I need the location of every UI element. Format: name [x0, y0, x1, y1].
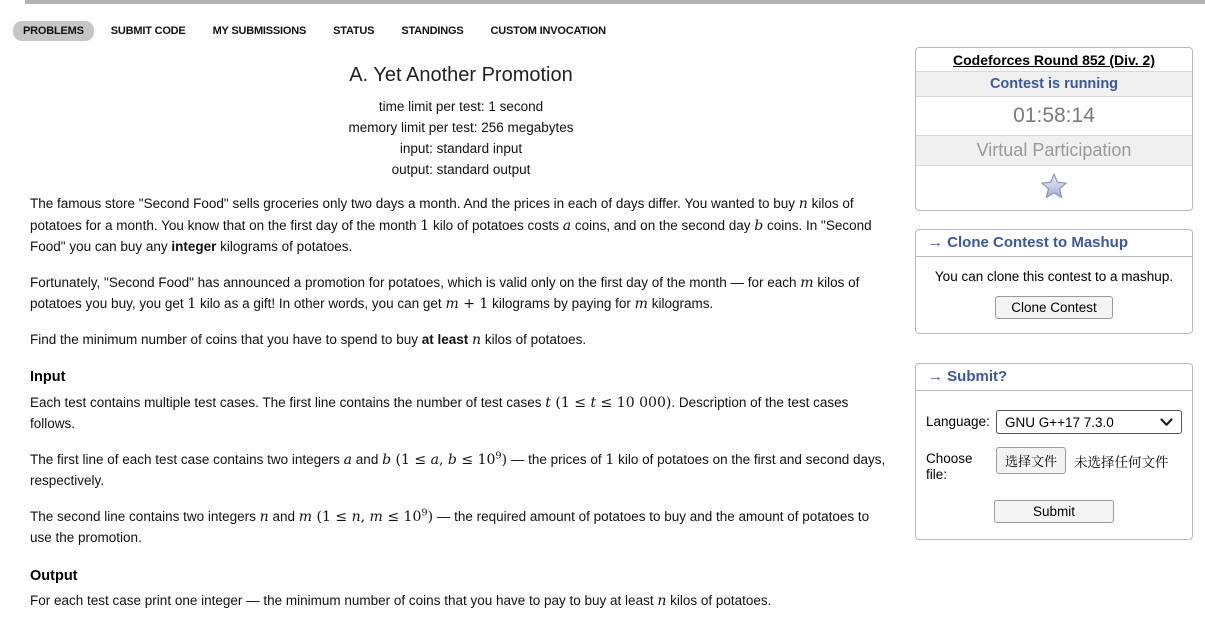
statement-paragraph: Fortunately, "Second Food" has announced a promotion for potatoes, which is valid only on the first day of the month — for each m kilos of potatoes you buy, you get 1 kilo as a gift! In other words, you can get m + 1 kilograms by paying for m kilograms.: [30, 274, 860, 312]
contest-timer-row: [916, 97, 1192, 136]
participation-mode: Virtual Participation: [976, 140, 1132, 160]
submit-box: [915, 363, 1193, 540]
output-paragraph: For each test case print one integer — the minimum number of coins that you have to pay to buy at least n kilos of potatoes.: [30, 593, 772, 609]
statement-paragraph: Find the minimum number of coins that you have to spend to buy at least n kilos of potatoes.: [30, 331, 587, 348]
tab-status[interactable]: STATUS: [333, 25, 375, 37]
file-input[interactable]: [996, 447, 1182, 474]
clone-contest-box: [915, 229, 1193, 334]
problem-statement: [30, 0, 892, 626]
file-label: Choose file:: [926, 451, 973, 482]
clone-box-header: → Clone Contest to Mashup: [916, 230, 1192, 257]
contest-countdown: 01:58:14: [1013, 104, 1095, 127]
input-paragraph: The second line contains two integers n and m (1 ≤ n, $m \le 10^9$) — the required amount of potatoes to buy and the amount of potatoes to use the promotion.: [30, 507, 870, 545]
clone-box-text: You can clone this contest to a mashup.: [934, 269, 1174, 284]
language-selected-value: GNU G++17 7.3.0: [1005, 414, 1114, 430]
tab-problems[interactable]: PROBLEMS: [13, 21, 94, 41]
choose-file-button[interactable]: 选择文件: [996, 447, 1066, 474]
clone-contest-button[interactable]: Clone Contest: [995, 296, 1113, 319]
sidebar: [915, 47, 1193, 540]
contest-status-row: [916, 72, 1192, 97]
submit-button[interactable]: Submit: [994, 500, 1114, 523]
tab-custom-invocation[interactable]: CUSTOM INVOCATION: [490, 25, 606, 37]
statement-paragraph: The famous store "Second Food" sells groceries only two days a month. And the prices in each of days differ. You wanted to buy n kilos of potatoes for a month. You know that on the first day of the month 1 kilo of potatoes costs a coins, and on the second day b coins. In "Second Food" you can buy any integer kilograms of potatoes.: [30, 196, 872, 254]
chevron-down-icon: [1160, 418, 1173, 427]
tab-my-submissions[interactable]: MY SUBMISSIONS: [212, 25, 307, 37]
input-spec: input: standard input: [399, 141, 523, 156]
contest-status: Contest is running: [989, 76, 1119, 92]
contest-info-box: [915, 47, 1193, 211]
output-section-header: Output: [30, 567, 78, 584]
language-select[interactable]: [996, 410, 1182, 434]
tab-submit-code[interactable]: SUBMIT CODE: [110, 25, 186, 37]
file-row: [926, 447, 1182, 483]
memory-limit: memory limit per test: 256 megabytes: [348, 120, 574, 135]
language-label: Language:: [926, 414, 990, 429]
statement-body: [30, 193, 892, 612]
contest-mode-row: [916, 136, 1192, 166]
submit-box-header: → Submit?: [916, 364, 1192, 391]
input-paragraph: Each test contains multiple test cases. The first line contains the number of test cases t (1 ≤ t ≤ 10 000). Description of the test cases follows.: [30, 394, 849, 431]
favorite-row: [916, 166, 1192, 210]
input-paragraph: The first line of each test case contains two integers a and b (1 ≤ a, $b \le 10^9$) — the prices of 1 kilo of potatoes on the first and second days, respectively.: [30, 450, 886, 488]
language-row: [926, 410, 1182, 434]
time-limit: time limit per test: 1 second: [378, 99, 544, 114]
contest-title-row: [916, 48, 1192, 72]
file-status-text: 未选择任何文件: [1074, 454, 1169, 470]
input-section-header: Input: [30, 369, 66, 385]
star-icon[interactable]: [1040, 173, 1068, 199]
tab-standings[interactable]: STANDINGS: [401, 25, 464, 37]
contest-title-link[interactable]: Codeforces Round 852 (Div. 2): [952, 52, 1155, 68]
problem-title: A. Yet Another Promotion: [349, 64, 573, 86]
output-spec: output: standard output: [391, 162, 531, 177]
problem-limits: [30, 96, 892, 180]
